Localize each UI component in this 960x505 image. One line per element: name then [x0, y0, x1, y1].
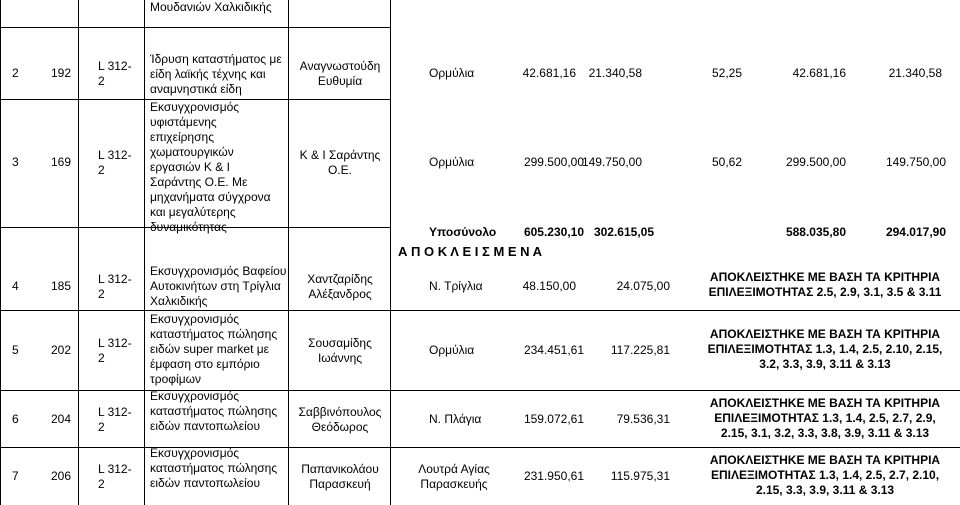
col-divider [390, 0, 391, 505]
row-code: L 312-2 [98, 272, 132, 301]
exclusion-reason [690, 453, 960, 498]
exclusion-reason [690, 396, 960, 441]
row-project: Ίδρυση καταστήματος με είδη λαϊκής τέχνης και αναμνηστικά είδη [150, 52, 282, 96]
row-budget: 42.681,16 [522, 66, 576, 80]
row-owner: Χαντζαρίδης Αλέξανδρος [307, 272, 373, 301]
reason-line: 2.15, 3.3, 3.9, 3.11 & 3.13 [755, 483, 895, 497]
row-approved-public: 21.340,58 [888, 66, 942, 80]
row-area: Ν. Τρίγλια [429, 279, 483, 293]
row-area: Ορμύλια [429, 66, 475, 80]
reason-line: ΕΠΙΛΕΞΙΜΟΤΗΤΑΣ 1.3, 1.4, 2.5, 2.7, 2.10, [710, 468, 940, 482]
row-id: 202 [51, 343, 72, 357]
row-id: 204 [51, 412, 72, 426]
row-code: L 312-2 [98, 462, 132, 491]
row-code: L 312-2 [98, 336, 132, 365]
row-owner: Αναγνωστούδη Ευθυμία [299, 59, 381, 88]
row-approved-public: 149.750,00 [885, 155, 946, 169]
row-no: 2 [12, 66, 19, 80]
row-project: Εκσυγχρονισμός καταστήματος πώλησης ειδών super market με έμφαση στο εμπόριο τροφίμων [150, 312, 278, 386]
row-public: 79.536,31 [616, 412, 670, 426]
row-score: 52,25 [711, 66, 742, 80]
reason-line: ΑΠΟΚΛΕΙΣΤΗΚΕ ΜΕ ΒΑΣΗ ΤΑ ΚΡΙΤΗΡΙΑ [709, 270, 941, 284]
exclusion-reason [690, 327, 960, 372]
row-budget: 299.500,00 [523, 155, 584, 169]
row-budget: 231.950,61 [523, 469, 584, 483]
row-budget: 159.072,61 [523, 412, 584, 426]
col-divider [78, 0, 79, 505]
excluded-heading: Α Π Ο Κ Λ Ε Ι Σ Μ Ε Ν Α [398, 244, 543, 259]
row-id: 206 [51, 469, 72, 483]
row-budget: 234.451,61 [523, 343, 584, 357]
row-public: 24.075,00 [616, 279, 670, 293]
row-id: 192 [51, 66, 72, 80]
row-public: 115.975,31 [610, 469, 670, 483]
row-budget: 48.150,00 [522, 279, 576, 293]
row-public: 149.750,00 [581, 155, 642, 169]
subtotal-approved-budget: 588.035,80 [785, 225, 846, 239]
reason-line: ΕΠΙΛΕΞΙΜΟΤΗΤΑΣ 1.3, 1.4, 2.5, 2.7, 2.9, [714, 411, 936, 425]
row-owner: Παπανικολάου Παρασκευή [301, 462, 379, 491]
subtotal-approved-public: 294.017,90 [885, 225, 946, 239]
row-divider [0, 27, 390, 28]
reason-line: ΑΠΟΚΛΕΙΣΤΗΚΕ ΜΕ ΒΑΣΗ ΤΑ ΚΡΙΤΗΡΙΑ [709, 396, 941, 410]
reason-line: ΕΠΙΛΕΞΙΜΟΤΗΤΑΣ 1.3, 1.4, 2.5, 2.10, 2.15, [707, 342, 943, 356]
row-code: L 312-2 [98, 59, 132, 88]
row-project: Εκσυγχρονισμός Βαφείου Αυτοκινήτων στη Τρίγλια Χαλκιδικής [150, 264, 287, 308]
row-area: Λουτρά Αγίας Παρασκευής [418, 462, 490, 491]
row-project: Εκσυγχρονισμός καταστήματος πώλησης ειδών παντοπωλείου [150, 389, 278, 433]
row-code: L 312-2 [98, 405, 132, 434]
top-text: Μουδανιών Χαλκιδικής [150, 0, 272, 14]
reason-line: ΕΠΙΛΕΞΙΜΟΤΗΤΑΣ 2.5, 2.9, 3.1, 3.5 & 3.11 [708, 285, 942, 299]
row-no: 3 [12, 155, 19, 169]
row-area: Ορμύλια [429, 343, 475, 357]
row-project: Εκσυγχρονισμός υφιστάμενης επιχείρησης χωματουργικών εργασιών Κ & Ι Σαράντης Ο.Ε. Με μηχανήματα σύγχρονα και μεγαλύτερης δυναμικότητας [150, 100, 271, 234]
row-project: Εκσυγχρονισμός καταστήματος πώλησης ειδών παντοπωλείου [150, 446, 278, 490]
row-no: 5 [12, 343, 19, 357]
col-divider [144, 0, 145, 505]
row-id: 185 [51, 279, 72, 293]
row-code: L 312-2 [98, 148, 132, 177]
row-approved-budget: 299.500,00 [785, 155, 846, 169]
row-area: Ν. Πλάγια [429, 412, 482, 426]
row-area: Ορμύλια [429, 155, 475, 169]
row-id: 169 [51, 155, 72, 169]
subtotal-label: Υποσύνολο [429, 225, 497, 239]
reason-line: 3.2, 3.3, 3.9, 3.11 & 3.13 [759, 357, 891, 371]
row-public: 117.225,81 [610, 343, 670, 357]
col-divider [288, 0, 289, 505]
row-owner: Σουσαμίδης Ιωάννης [308, 336, 372, 365]
row-no: 6 [12, 412, 19, 426]
row-score: 50,62 [711, 155, 742, 169]
subtotal-budget: 605.230,10 [523, 225, 584, 239]
reason-line: ΑΠΟΚΛΕΙΣΤΗΚΕ ΜΕ ΒΑΣΗ ΤΑ ΚΡΙΤΗΡΙΑ [709, 453, 941, 467]
row-approved-budget: 42.681,16 [792, 66, 846, 80]
col-divider [0, 0, 1, 505]
row-owner: Κ & Ι Σαράντης Ο.Ε. [299, 148, 381, 177]
row-owner: Σαββινόπουλος Θεόδωρος [298, 405, 382, 434]
reason-line: 2.15, 3.1, 3.2, 3.3, 3.8, 3.9, 3.11 & 3.13 [720, 426, 930, 440]
row-no: 4 [12, 279, 19, 293]
reason-line: ΑΠΟΚΛΕΙΣΤΗΚΕ ΜΕ ΒΑΣΗ ΤΑ ΚΡΙΤΗΡΙΑ [709, 327, 941, 341]
row-no: 7 [12, 469, 19, 483]
row-public: 21.340,58 [588, 66, 642, 80]
subtotal-public: 302.615,05 [593, 225, 654, 239]
exclusion-reason [690, 270, 960, 300]
